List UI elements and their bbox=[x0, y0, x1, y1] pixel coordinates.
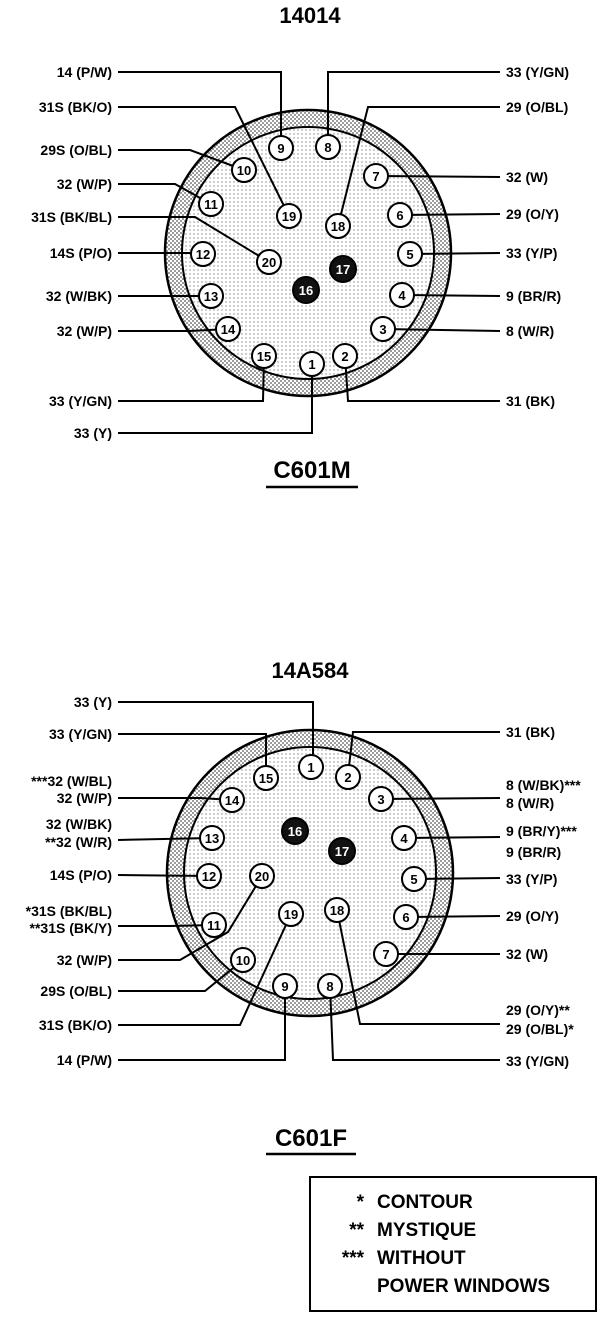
wire-label: 8 (W/R) bbox=[506, 795, 555, 811]
svg-text:6: 6 bbox=[396, 208, 404, 223]
svg-text:6: 6 bbox=[402, 910, 410, 925]
svg-text:1: 1 bbox=[307, 760, 315, 775]
svg-text:19: 19 bbox=[283, 907, 299, 922]
pin-6 bbox=[394, 905, 418, 929]
wire-label: 8 (W/BK)*** bbox=[506, 777, 581, 793]
connector-body-inner bbox=[182, 127, 434, 379]
legend-box bbox=[310, 1177, 596, 1311]
pin-17 bbox=[330, 256, 356, 282]
pin-11 bbox=[202, 913, 226, 937]
wire-label: 29 (O/BL) bbox=[506, 99, 569, 115]
pin-1 bbox=[299, 755, 323, 779]
svg-text:17: 17 bbox=[335, 262, 351, 277]
wire-label: 33 (Y/GN) bbox=[506, 64, 570, 80]
pin-16 bbox=[282, 818, 308, 844]
wire-label: 9 (BR/Y)*** bbox=[506, 823, 577, 839]
svg-text:16: 16 bbox=[287, 824, 303, 839]
pin-16 bbox=[293, 277, 319, 303]
bottom-connector bbox=[26, 658, 582, 1154]
svg-text:8: 8 bbox=[326, 979, 334, 994]
svg-text:16: 16 bbox=[298, 283, 314, 298]
pin-2 bbox=[336, 765, 360, 789]
wire-label: 31S (BK/O) bbox=[38, 1017, 112, 1033]
wire-label: 33 (Y/GN) bbox=[48, 393, 112, 409]
pin-9 bbox=[273, 974, 297, 998]
wire-label: 33 (Y) bbox=[73, 694, 112, 710]
wire-label: 29 (O/Y)** bbox=[506, 1002, 570, 1018]
wire-label: 33 (Y/GN) bbox=[48, 726, 112, 742]
legend-symbol: *** bbox=[341, 1248, 364, 1269]
pin-7 bbox=[364, 164, 388, 188]
pin-8 bbox=[316, 135, 340, 159]
svg-text:9: 9 bbox=[281, 979, 289, 994]
part-number-14014: 14014 bbox=[279, 3, 341, 28]
wire-label: 32 (W/P) bbox=[56, 176, 112, 192]
legend-text: MYSTIQUE bbox=[377, 1220, 477, 1241]
wire-label: 33 (Y/P) bbox=[506, 245, 558, 261]
pin-15 bbox=[254, 766, 278, 790]
svg-text:9: 9 bbox=[277, 141, 285, 156]
svg-text:7: 7 bbox=[382, 947, 390, 962]
pin-18 bbox=[326, 214, 350, 238]
pin-19 bbox=[279, 902, 303, 926]
svg-text:20: 20 bbox=[261, 255, 277, 270]
wire-label: 33 (Y/GN) bbox=[506, 1053, 570, 1069]
pin-11 bbox=[199, 192, 223, 216]
wire bbox=[406, 916, 500, 917]
svg-text:12: 12 bbox=[195, 247, 211, 262]
svg-text:18: 18 bbox=[330, 219, 346, 234]
wire-label: 33 (Y/P) bbox=[506, 871, 558, 887]
connector-body-inner bbox=[184, 747, 436, 999]
wire bbox=[410, 253, 500, 254]
svg-text:2: 2 bbox=[341, 349, 349, 364]
svg-text:14: 14 bbox=[224, 793, 240, 808]
pin-10 bbox=[231, 948, 255, 972]
wire-label: 31S (BK/BL) bbox=[31, 209, 112, 225]
pin-13 bbox=[199, 284, 223, 308]
wire-label: 29 (O/Y) bbox=[506, 908, 559, 924]
legend-symbol: ** bbox=[349, 1220, 364, 1241]
svg-text:15: 15 bbox=[256, 349, 272, 364]
legend-text: POWER WINDOWS bbox=[377, 1276, 551, 1297]
wire bbox=[118, 875, 209, 876]
wire-label: 9 (BR/R) bbox=[506, 844, 562, 860]
wire-label: 9 (BR/R) bbox=[506, 288, 562, 304]
pin-9 bbox=[269, 136, 293, 160]
svg-text:4: 4 bbox=[398, 288, 406, 303]
wire-label: 29S (O/BL) bbox=[40, 142, 112, 158]
part-number-14a584: 14A584 bbox=[271, 658, 349, 683]
pin-4 bbox=[390, 283, 414, 307]
pin-20 bbox=[257, 250, 281, 274]
wire bbox=[118, 925, 214, 926]
wire-label: ***32 (W/BL) bbox=[31, 773, 112, 789]
legend-symbol: * bbox=[356, 1192, 364, 1213]
pin-8 bbox=[318, 974, 342, 998]
pin-5 bbox=[402, 867, 426, 891]
svg-text:14: 14 bbox=[220, 322, 236, 337]
wire-label: 32 (W/BK) bbox=[45, 288, 112, 304]
svg-text:11: 11 bbox=[207, 918, 221, 933]
pin-1 bbox=[300, 352, 324, 376]
wire-label: 32 (W/P) bbox=[56, 790, 112, 806]
svg-text:5: 5 bbox=[406, 247, 414, 262]
pin-12 bbox=[197, 864, 221, 888]
svg-text:19: 19 bbox=[281, 209, 297, 224]
wire bbox=[400, 214, 500, 215]
wire-label: **32 (W/R) bbox=[45, 834, 112, 850]
svg-text:12: 12 bbox=[201, 869, 217, 884]
pin-3 bbox=[371, 317, 395, 341]
pin-19 bbox=[277, 204, 301, 228]
wire-label: 31 (BK) bbox=[506, 724, 556, 740]
wire-label: 32 (W/P) bbox=[56, 323, 112, 339]
svg-text:18: 18 bbox=[329, 903, 345, 918]
wire bbox=[381, 798, 500, 799]
svg-text:5: 5 bbox=[410, 872, 418, 887]
pin-14 bbox=[216, 317, 240, 341]
wire-label: 14S (P/O) bbox=[49, 245, 112, 261]
svg-text:3: 3 bbox=[377, 792, 385, 807]
wire bbox=[404, 837, 500, 838]
pin-20 bbox=[250, 864, 274, 888]
pin-3 bbox=[369, 787, 393, 811]
wire bbox=[402, 295, 500, 296]
wire-label: 14 (P/W) bbox=[56, 1052, 112, 1068]
pin-5 bbox=[398, 242, 422, 266]
pin-7 bbox=[374, 942, 398, 966]
legend-text: WITHOUT bbox=[377, 1248, 466, 1269]
svg-text:11: 11 bbox=[204, 197, 218, 212]
svg-text:15: 15 bbox=[258, 771, 274, 786]
svg-text:20: 20 bbox=[254, 869, 270, 884]
wire-label: 32 (W/P) bbox=[56, 952, 112, 968]
wire-label: 33 (Y) bbox=[73, 425, 112, 441]
wire-label: 32 (W/BK) bbox=[45, 816, 112, 832]
wire-label: 32 (W) bbox=[506, 169, 548, 185]
pin-14 bbox=[220, 788, 244, 812]
svg-text:10: 10 bbox=[235, 953, 251, 968]
wire-label: 14 (P/W) bbox=[56, 64, 112, 80]
pin-18 bbox=[325, 898, 349, 922]
wire-label: 14S (P/O) bbox=[49, 867, 112, 883]
svg-text:17: 17 bbox=[334, 844, 350, 859]
svg-text:4: 4 bbox=[400, 831, 408, 846]
pin-15 bbox=[252, 344, 276, 368]
legend-text: CONTOUR bbox=[377, 1192, 473, 1213]
svg-text:8: 8 bbox=[324, 140, 332, 155]
wire-label: 32 (W) bbox=[506, 946, 548, 962]
pin-4 bbox=[392, 826, 416, 850]
svg-text:13: 13 bbox=[204, 831, 220, 846]
svg-text:10: 10 bbox=[236, 163, 252, 178]
wire-label: 29 (O/Y) bbox=[506, 206, 559, 222]
wire-label: **31S (BK/Y) bbox=[29, 920, 112, 936]
wire-label: 8 (W/R) bbox=[506, 323, 555, 339]
wire-label: 31S (BK/O) bbox=[38, 99, 112, 115]
pin-2 bbox=[333, 344, 357, 368]
wire-label: 29S (O/BL) bbox=[40, 983, 112, 999]
top-connector bbox=[31, 3, 569, 487]
pin-17 bbox=[329, 838, 355, 864]
wire bbox=[376, 176, 500, 177]
svg-text:7: 7 bbox=[372, 169, 380, 184]
wire-label: *31S (BK/BL) bbox=[25, 903, 112, 919]
pin-13 bbox=[200, 826, 224, 850]
svg-text:2: 2 bbox=[344, 770, 352, 785]
wire bbox=[118, 798, 232, 800]
wire-label: 29 (O/BL)* bbox=[506, 1021, 574, 1037]
svg-text:1: 1 bbox=[308, 357, 316, 372]
svg-text:13: 13 bbox=[203, 289, 219, 304]
connector-name-c601f: C601F bbox=[274, 1125, 348, 1152]
pin-6 bbox=[388, 203, 412, 227]
wire bbox=[118, 329, 228, 331]
svg-text:3: 3 bbox=[379, 322, 387, 337]
pin-12 bbox=[191, 242, 215, 266]
pin-10 bbox=[232, 158, 256, 182]
wire-label: 31 (BK) bbox=[506, 393, 556, 409]
connector-name-c601m: C601M bbox=[273, 457, 351, 484]
